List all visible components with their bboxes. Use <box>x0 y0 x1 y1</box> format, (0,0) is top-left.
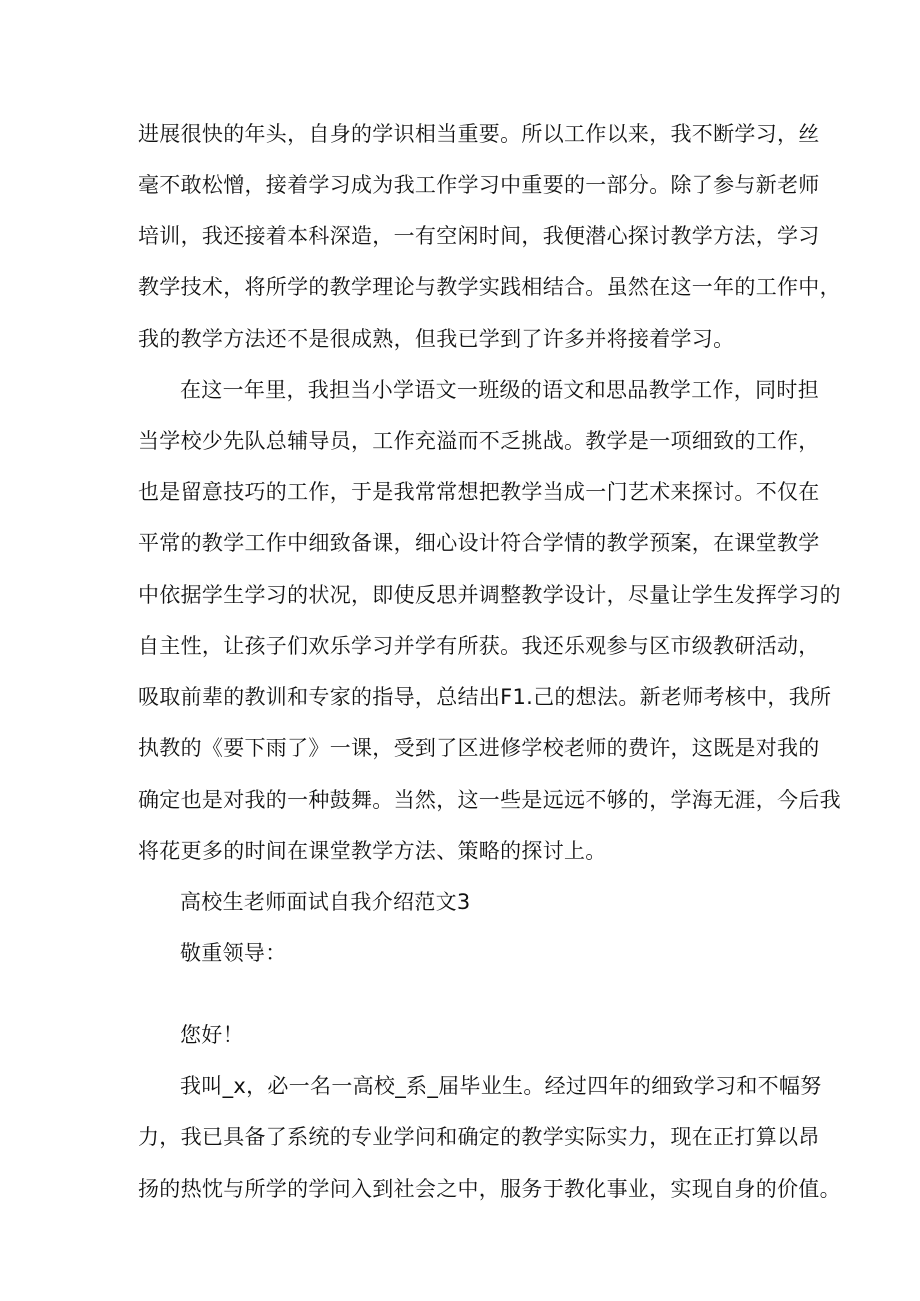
paragraph-1-line-5: 我的教学方法还不是很成熟，但我已学到了许多并将接着学习。 <box>138 327 735 351</box>
paragraph-1-line-1: 进展很快的年头，自身的学识相当重要。所以工作以来，我不断学习，丝 <box>138 122 820 146</box>
paragraph-3-line-2: 力，我已具备了系统的专业学问和确定的教学实际实力，现在正打算以昂 <box>138 1125 820 1149</box>
paragraph-2-line-2: 当学校少先队总辅导员，工作充溢而不乏挑战。教学是一项细致的工作， <box>138 429 820 453</box>
paragraph-1-line-4: 教学技术，将所学的教学理论与教学实践相结合。虽然在这一年的工作中， <box>138 275 841 299</box>
paragraph-2-line-1: 在这一年里，我担当小学语文一班级的语文和思品教学工作，同时担 <box>180 378 819 402</box>
greeting: 您好！ <box>180 1023 244 1047</box>
salutation: 敬重领导： <box>180 941 287 965</box>
paragraph-2-line-10: 将花更多的时间在课堂教学方法、策略的探讨上。 <box>138 839 607 863</box>
paragraph-2-line-5: 中依据学生学习的状况，即使反思并调整教学设计，尽量让学生发挥学习的 <box>138 583 841 607</box>
paragraph-3-line-3: 扬的热忱与所学的学问入到社会之中，服务于教化事业，实现自身的价值。 <box>138 1177 841 1201</box>
paragraph-2-line-9: 确定也是对我的一种鼓舞。当然，这一些是远远不够的，学海无涯，今后我 <box>138 788 841 812</box>
paragraph-2-line-4: 平常的教学工作中细致备课，细心设计符合学情的教学预案，在课堂教学 <box>138 531 820 555</box>
paragraph-2-line-7: 吸取前辈的教训和专家的指导，总结出F1.己的想法。新老师考核中，我所 <box>138 685 832 709</box>
paragraph-3-line-1: 我叫_x，必一名一高校_系_届毕业生。经过四年的细致学习和不幅努 <box>180 1074 822 1098</box>
section-title: 高校生老师面试自我介绍范文3 <box>180 890 471 914</box>
paragraph-1-line-3: 培训，我还接着本科深造，一有空闲时间，我便潜心探讨教学方法，学习 <box>138 224 820 248</box>
paragraph-2-line-3: 也是留意技巧的工作，于是我常常想把教学当成一门艺术来探讨。不仅在 <box>138 480 820 504</box>
paragraph-2-line-8: 执教的《要下雨了》一课，受到了区进修学校老师的费许，这既是对我的 <box>138 736 820 760</box>
paragraph-2-line-6: 自主性，让孩子们欢乐学习并学有所获。我还乐观参与区市级教研活动， <box>138 634 820 658</box>
paragraph-1-line-2: 毫不敢松憎，接着学习成为我工作学习中重要的一部分。除了参与新老师 <box>138 173 820 197</box>
